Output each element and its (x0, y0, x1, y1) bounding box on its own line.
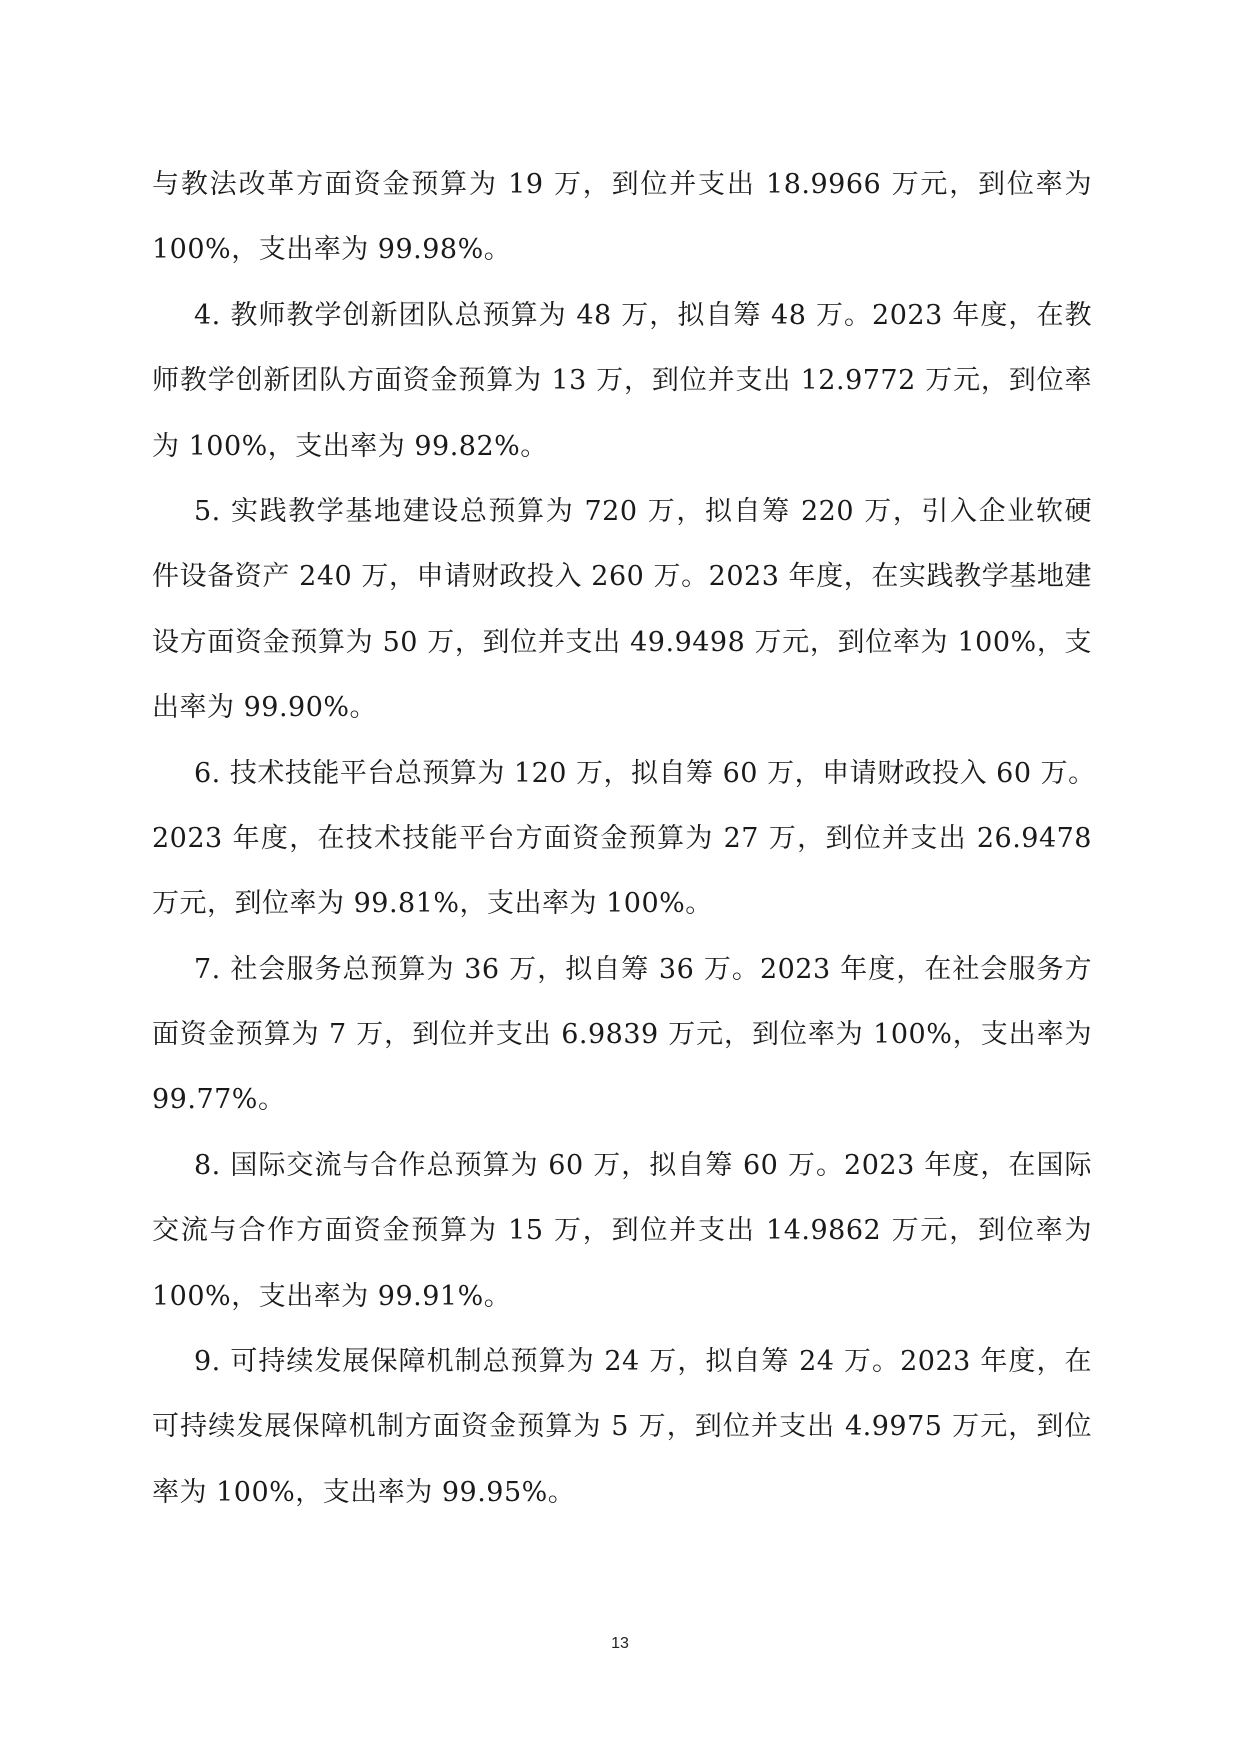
text-line: 100%，支出率为 99.98%。 (152, 234, 512, 266)
text-line: 6. 技术技能平台总预算为 120 万，拟自筹 60 万，申请财政投入 60 万。 (194, 757, 1096, 789)
paragraph-item-6 (152, 741, 1096, 937)
text-line: 8. 国际交流与合作总预算为 60 万，拟自筹 60 万。2023 年度，在国际 (194, 1149, 1092, 1181)
text-line: 出率为 99.90%。 (152, 692, 378, 724)
body-text (152, 152, 1096, 1525)
text-line: 师教学创新团队方面资金预算为 13 万，到位并支出 12.9772 万元，到位率 (152, 365, 1092, 397)
text-line: 4. 教师教学创新团队总预算为 48 万，拟自筹 48 万。2023 年度，在教 (194, 299, 1092, 331)
paragraph-item-4 (152, 283, 1092, 479)
text-line: 9. 可持续发展保障机制总预算为 24 万，拟自筹 24 万。2023 年度，在 (194, 1346, 1092, 1378)
text-line: 面资金预算为 7 万，到位并支出 6.9839 万元，到位率为 100%，支出率为 (152, 1019, 1092, 1051)
paragraph-item-5 (152, 479, 1092, 741)
text-line: 7. 社会服务总预算为 36 万，拟自筹 36 万。2023 年度，在社会服务方 (194, 953, 1092, 985)
text-line: 可持续发展保障机制方面资金预算为 5 万，到位并支出 4.9975 万元，到位 (152, 1411, 1092, 1443)
page-number: 13 (611, 1635, 629, 1652)
text-line: 2023 年度，在技术技能平台方面资金预算为 27 万，到位并支出 26.9478 (152, 822, 1092, 854)
text-line: 率为 100%，支出率为 99.95%。 (152, 1476, 576, 1508)
text-line: 万元，到位率为 99.81%，支出率为 100%。 (152, 888, 713, 920)
text-line: 设方面资金预算为 50 万，到位并支出 49.9498 万元，到位率为 100%，支 (152, 626, 1092, 658)
paragraph-item-9 (152, 1329, 1092, 1525)
text-line: 交流与合作方面资金预算为 15 万，到位并支出 14.9862 万元，到位率为 (152, 1215, 1092, 1247)
text-line: 件设备资产 240 万，申请财政投入 260 万。2023 年度，在实践教学基地建 (152, 561, 1092, 593)
text-line: 99.77%。 (152, 1084, 286, 1116)
text-line: 5. 实践教学基地建设总预算为 720 万，拟自筹 220 万，引入企业软硬 (194, 495, 1092, 527)
text-line: 为 100%，支出率为 99.82%。 (152, 430, 548, 462)
paragraph-item-7 (152, 937, 1092, 1133)
paragraph-continued (152, 152, 1092, 283)
text-line: 100%，支出率为 99.91%。 (152, 1280, 512, 1312)
paragraph-item-8 (152, 1133, 1092, 1329)
text-line: 与教法改革方面资金预算为 19 万，到位并支出 18.9966 万元，到位率为 (152, 169, 1092, 200)
